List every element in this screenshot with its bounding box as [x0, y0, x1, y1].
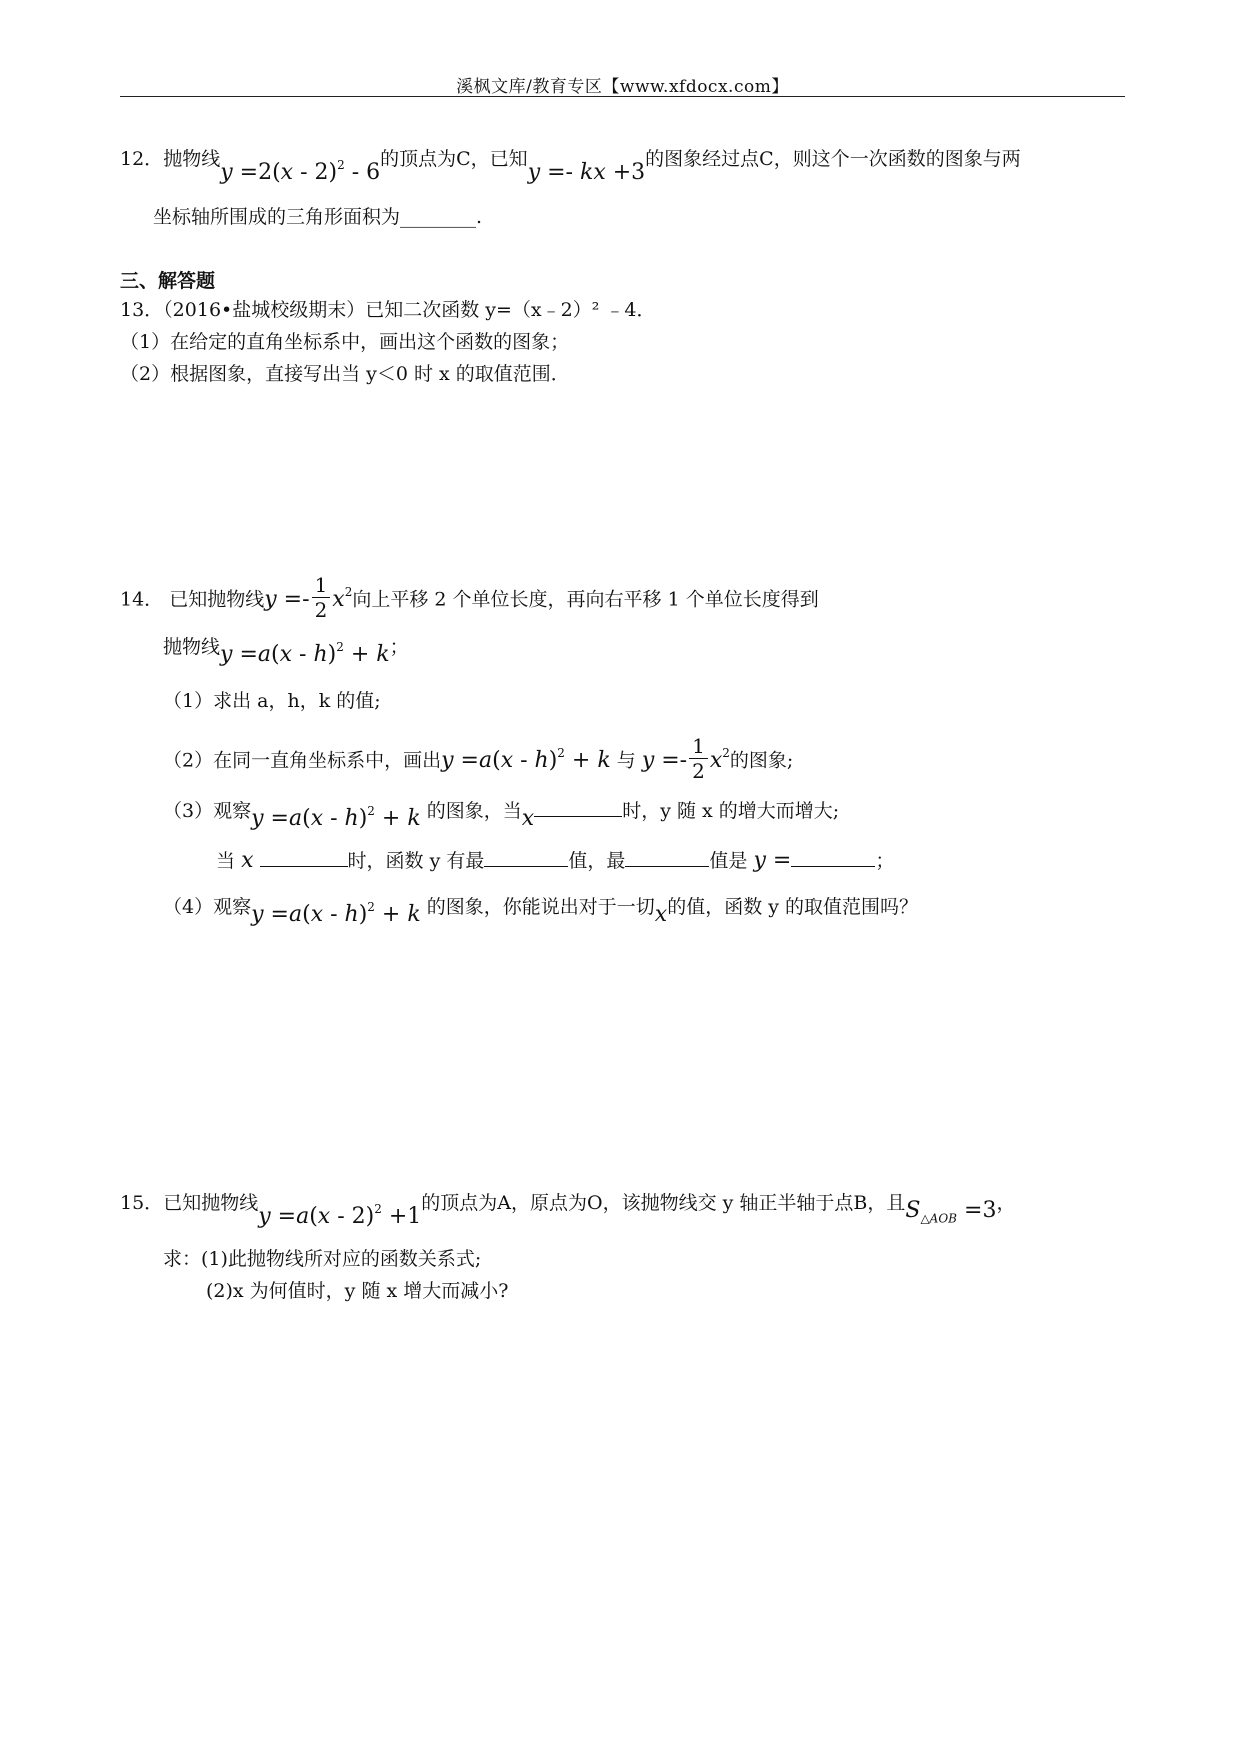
q15-number: 15． [120, 1192, 164, 1214]
q14-part3-y: y = [753, 848, 792, 873]
q12-eq1: y =2(x - 2)$^2$ - 6 [220, 158, 381, 185]
q14-part3-text3: 时，y 随 x 的增大而增大; [622, 800, 840, 822]
q14-part3-text2: 的图象，当 [426, 800, 522, 822]
q14-part2-text1: （2）在同一直角坐标系中，画出 [163, 749, 442, 772]
q14-part4-eq: y =a(x - h)$^2$ + k [251, 900, 421, 927]
q12-line1 [120, 138, 1021, 185]
q12-eq2: y =- kx +3 [527, 160, 646, 185]
q14-text1: 已知抛物线 [169, 588, 265, 611]
q14-text2: 向上平移 2 个单位长度，再向右平移 1 个单位长度得到 [352, 588, 819, 611]
q15-text2: 的顶点为A，原点为O，该抛物线交 y 轴正半轴于点B，且 [421, 1192, 906, 1214]
q13-part1: （1）在给定的直角坐标系中，画出这个函数的图象； [120, 331, 570, 353]
q12-text2: 的顶点为C，已知 [380, 148, 528, 170]
header-rule [120, 96, 1125, 97]
q14-blank2[interactable] [260, 846, 348, 867]
q15-eq: y =a(x - 2)$^2$ +1 [258, 1202, 422, 1229]
q14-part3-line2 [216, 846, 894, 874]
q15-area: $S_{\triangle AOB} =3$ [905, 1198, 997, 1226]
q14-part2-eq2: y =- $\frac{1}{2}$ $x^2$ [641, 734, 730, 783]
q14-eq-target: y =a(x - h)$^2$ + k [220, 640, 390, 667]
q14-text3: 抛物线 [163, 636, 221, 658]
q14-part3-text1: （3）观察 [163, 800, 252, 822]
q14-part4 [163, 886, 919, 927]
q15-text1: 已知抛物线 [163, 1192, 259, 1214]
q14-number: 14． [120, 588, 164, 611]
q14-part3-text5: 时，函数 y 有最 [347, 850, 485, 872]
q14-blank1[interactable] [534, 796, 622, 817]
q14-part3-text7: 值是 [709, 850, 748, 872]
q13-part2: （2）根据图象，直接写出当 y＜0 时 x 的取值范围． [120, 363, 570, 385]
q14-part3-text8: ； [875, 850, 895, 872]
q14-line1 [120, 575, 819, 624]
q14-part3-x2: x [241, 848, 254, 873]
q14-part2-text2: 与 [616, 749, 636, 772]
q14-part4-text2: 的图象，你能说出对于一切 [426, 896, 655, 918]
q15-sub2: (2)x 为何值时，y 随 x 增大而减小? [206, 1280, 509, 1302]
q14-eq-base: y =- $\frac{1}{2}$ $x^2$ [264, 573, 353, 622]
section-title: 三、解答题 [120, 270, 216, 292]
q14-part2 [163, 736, 793, 785]
q15-sub1: 求：(1)此抛物线所对应的函数关系式; [163, 1248, 482, 1270]
q14-text4: ； [389, 636, 409, 658]
q14-part3-eq: y =a(x - h)$^2$ + k [251, 804, 421, 831]
q14-blank4[interactable] [625, 846, 709, 867]
q12-line2: 坐标轴所围成的三角形面积为________. [153, 206, 483, 228]
q14-part3-x: x [521, 806, 535, 831]
q14-blank5[interactable] [791, 846, 875, 867]
q14-part2-text3: 的图象; [729, 749, 794, 772]
q14-part2-eq1: y =a(x - h)$^2$ + k [441, 745, 611, 773]
q14-line2 [163, 626, 409, 667]
q14-part4-text1: （4）观察 [163, 896, 252, 918]
q12-number: 12． [120, 148, 164, 170]
q13-line1: 13．（2016•盐城校级期末）已知二次函数 y=（x﹣2）² ﹣4． [120, 299, 656, 321]
q12-text1: 抛物线 [163, 148, 221, 170]
q14-part3-text6: 值，最 [568, 850, 626, 872]
q14-part1: （1）求出 a，h，k 的值; [163, 690, 381, 712]
q14-part4-text3: 的值，函数 y 的取值范围吗？ [667, 896, 919, 918]
q14-part3-line1 [163, 790, 840, 831]
q14-part3-text4: 当 [216, 850, 236, 872]
q12-text3: 的图象经过点C，则这个一次函数的图象与两 [645, 148, 1021, 170]
page-header: 溪枫文库/教育专区【www.xfdocx.com】 [456, 77, 789, 97]
q14-part4-x: x [654, 902, 668, 927]
q15-line1 [120, 1182, 1016, 1229]
q15-text3: ， [996, 1192, 1016, 1214]
q14-blank3[interactable] [484, 846, 568, 867]
